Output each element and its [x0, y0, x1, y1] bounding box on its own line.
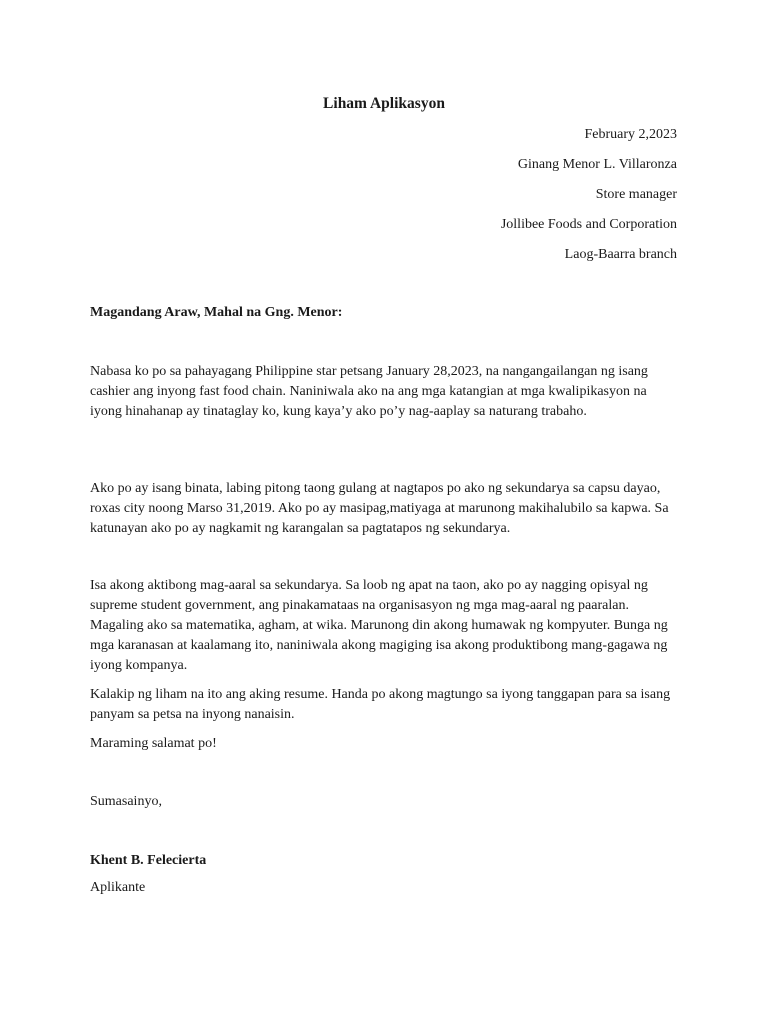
recipient-title: Store manager	[595, 187, 677, 202]
document-title: Liham Aplikasyon	[323, 95, 445, 112]
recipient-company: Jollibee Foods and Corporation	[500, 217, 677, 232]
paragraph-3: Isa akong aktibong mag-aaral sa sekundarya. Sa loob ng apat na taon, ako po ay nagging opisyal ng supreme student government, ang pinakamataas na organisasyon ng mga mag-aaral ng paaralan. Magaling ako sa matematika, agham, at wika. Marunong din akong humawak ng kompyuter. Bunga ng mga karanasan at kaalamang ito, naniniwala akong magiging isa akong produktibong mang-gagawa ng iyong kompanya.	[90, 578, 668, 673]
salutation: Magandang Araw, Mahal na Gng. Menor:	[90, 305, 343, 320]
closing: Sumasainyo,	[90, 794, 162, 809]
paragraph-2: Ako po ay isang binata, labing pitong taong gulang at nagtapos po ako ng sekundarya sa capsu dayao, roxas city noong Marso 31,2019. Ako po ay masipag,matiyaga at marunong makihalubilo sa kapwa. Sa katunayan ako po ay nagkamit ng karangalan sa pagtatapos ng sekundarya.	[90, 481, 669, 536]
signer-role: Aplikante	[90, 880, 146, 895]
recipient-branch: Laog-Baarra branch	[564, 247, 677, 262]
letter-heading	[501, 125, 677, 275]
signer-name: Khent B. Felecierta	[90, 853, 207, 868]
paragraph-4: Kalakip ng liham na ito ang aking resume. Handa po akong magtungo sa iyong tanggapan para sa isang panyam sa petsa na inyong nanaisin.	[90, 687, 671, 722]
paragraph-5: Maraming salamat po!	[90, 736, 217, 751]
paragraph-1: Nabasa ko po sa pahayagang Philippine star petsang January 28,2023, na nangangailangan ng isang cashier ang inyong fast food chain. Naniniwala ako na ang mga katangian at mga kwalipikasyon na iyong hinahanap ay tinataglay ko, kung kaya’y ako po’y nag-aaplay sa naturang trabaho.	[90, 364, 648, 419]
letter-date: February 2,2023	[584, 127, 677, 142]
recipient-name: Ginang Menor L. Villaronza	[517, 157, 677, 172]
